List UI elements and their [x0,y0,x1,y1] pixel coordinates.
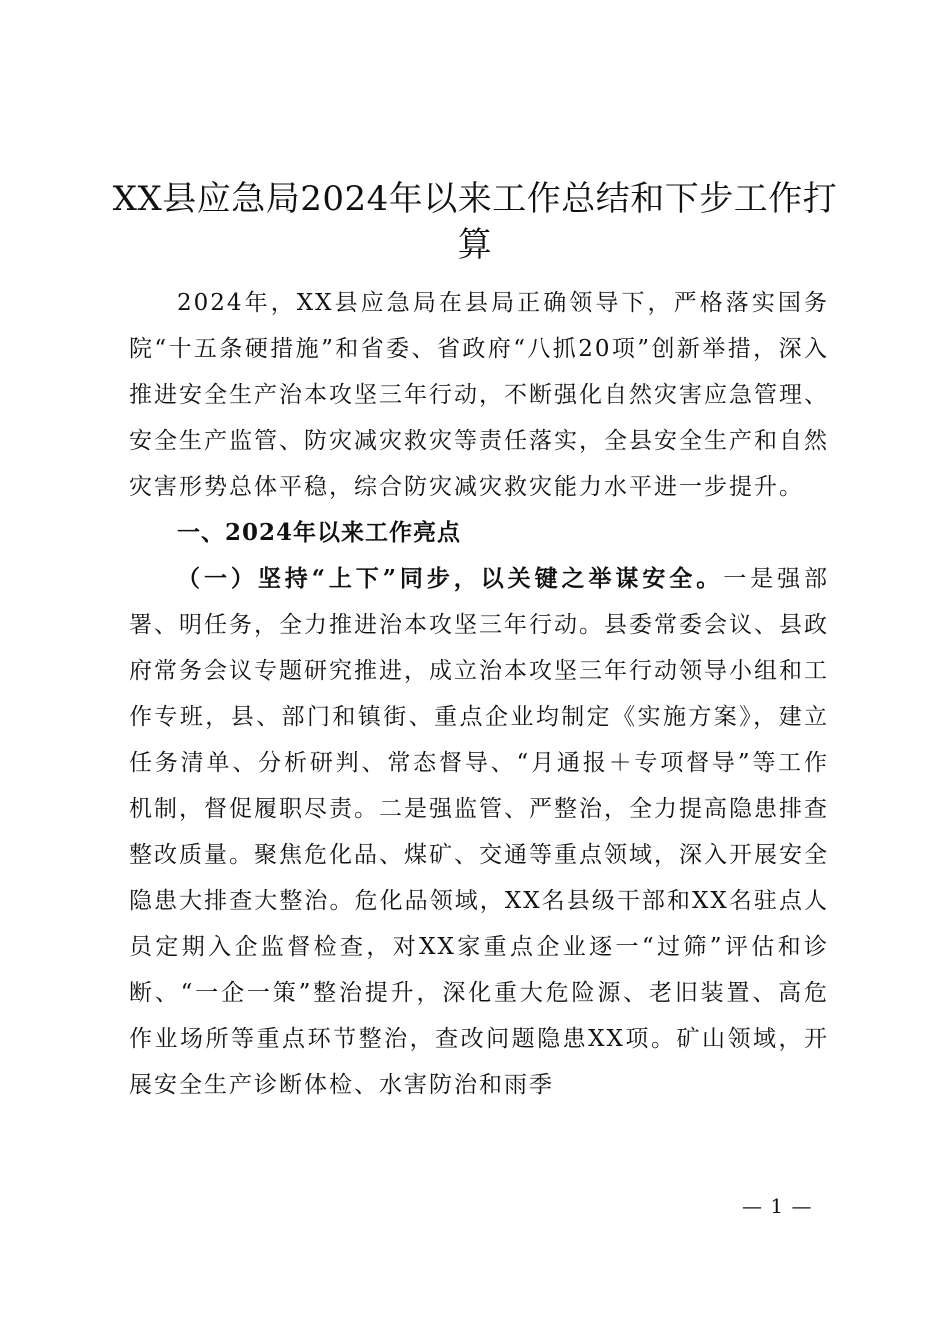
intro-paragraph: 2024年，XX县应急局在县局正确领导下，严格落实国务院“十五条硬措施”和省委、省政府“八抓20项”创新举措，深入推进安全生产治本攻坚三年行动，不断强化自然灾害应急管理、安全生产监管、防灾减灾救灾等责任落实，全县安全生产和自然灾害形势总体平稳，综合防灾减灾救灾能力水平进一步提升。 [129,290,829,500]
subsection-body: 一是强部署、明任务，全力推进治本攻坚三年行动。县委常委会议、县政府常务会议专题研究推进，成立治本攻坚三年行动领导小组和工作专班，县、部门和镇街、重点企业均制定《实施方案》，建立任务清单、分析研判、常态督导、“月通报＋专项督导”等工作机制，督促履职尽责。二是强监管、严整治，全力提高隐患排查整改质量。聚焦危化品、煤矿、交通等重点领域，深入开展安全隐患大排查大整治。危化品领域，XX名县级干部和XX名驻点人员定期入企监督检查，对XX家重点企业逐一“过筛”评估和诊断、“一企一策”整治提升，深化重大危险源、老旧装置、高危作业场所等重点环节整治，查改问题隐患XX项。矿山领域，开展安全生产诊断体检、水害防治和雨季 [129,566,830,1098]
document-body [129,280,829,1108]
subsection-paragraph [129,556,829,1108]
document-title: XX县应急局2024年以来工作总结和下步工作打算 [112,179,838,265]
section-heading-highlights: 一、2024年以来工作亮点 [177,519,462,546]
page-number: — 1 — [742,1194,813,1218]
subsection-lead: （一）坚持“上下”同步，以关键之举谋安全。 [177,565,724,592]
